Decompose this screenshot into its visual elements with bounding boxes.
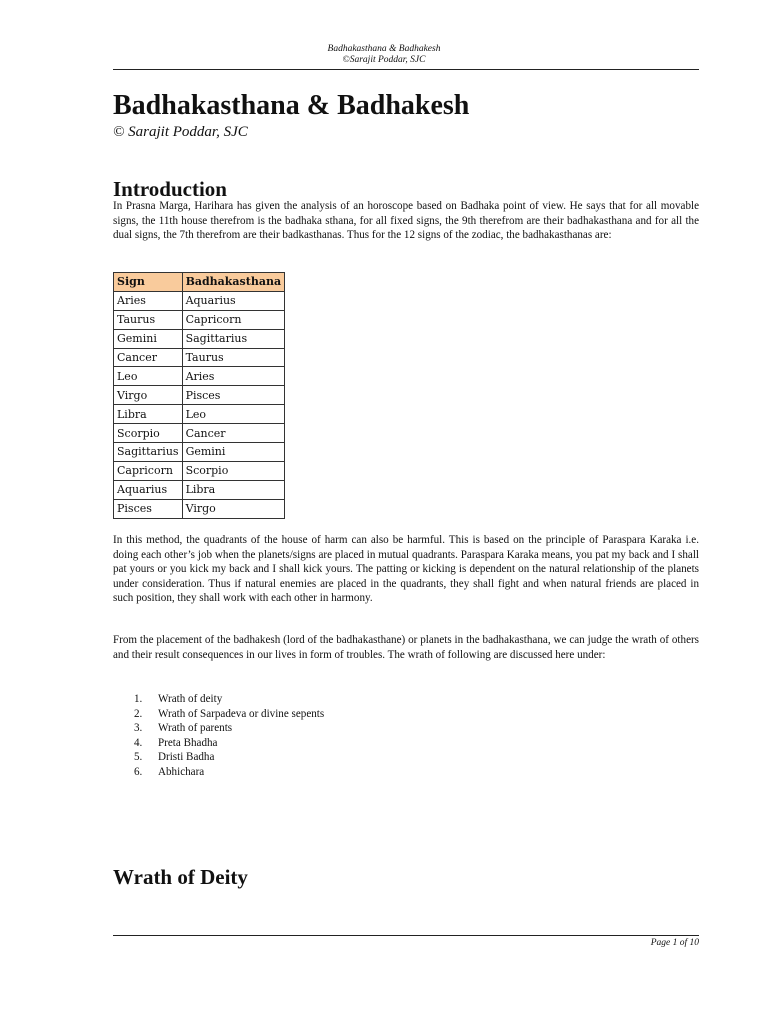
sign-cell: Libra bbox=[114, 405, 183, 424]
sign-cell: Pisces bbox=[114, 499, 183, 518]
badhakasthana-table bbox=[113, 272, 285, 519]
header-copyright: ©Sarajit Poddar, SJC bbox=[342, 55, 426, 65]
badhakasthana-cell: Virgo bbox=[182, 499, 285, 518]
list-number: 6. bbox=[134, 765, 143, 778]
sign-cell: Virgo bbox=[114, 386, 183, 405]
table-row bbox=[114, 424, 285, 443]
sign-cell: Aries bbox=[114, 291, 183, 310]
running-header bbox=[0, 44, 768, 66]
list-number: 3. bbox=[134, 722, 143, 734]
table-row bbox=[114, 480, 285, 499]
table-row bbox=[114, 329, 285, 348]
wrath-list bbox=[113, 692, 324, 779]
badhakasthana-cell: Scorpio bbox=[182, 461, 285, 480]
list-item bbox=[113, 736, 324, 751]
wrath-of-deity-heading: Wrath of Deity bbox=[113, 865, 248, 889]
page-title: Badhakasthana & Badhakesh bbox=[113, 90, 470, 121]
sign-cell: Taurus bbox=[114, 310, 183, 329]
page-number: Page 1 of 10 bbox=[650, 938, 699, 948]
header-rule bbox=[113, 69, 699, 70]
introduction-heading: Introduction bbox=[113, 177, 227, 201]
list-item bbox=[113, 765, 324, 780]
badhakasthana-cell: Capricorn bbox=[182, 310, 285, 329]
list-item bbox=[113, 692, 324, 707]
list-text: Dristi Badha bbox=[158, 751, 215, 763]
list-item bbox=[113, 721, 324, 736]
sign-cell: Gemini bbox=[114, 329, 183, 348]
table-row bbox=[114, 367, 285, 386]
paraspara-paragraph: In this method, the quadrants of the house of harm can also be harmful. This is based on the principle of Paraspara Karaka i.e. doing each other’s job when the planets/signs are placed in mutual quadrants. Paraspara Karaka means, you pat my back and I shall pat yours or you kick my back and I shall kick yours. The patting or kicking is dependent on the natural relationship of the planets under consideration. Thus if natural enemies are placed in the quadrants, they shall fight and when natural friends are placed in such position, they shall work with each other in harmony. bbox=[113, 534, 699, 604]
badhakasthana-cell: Leo bbox=[182, 405, 285, 424]
header-sign: Sign bbox=[114, 273, 183, 292]
list-item bbox=[113, 707, 324, 722]
list-number: 5. bbox=[134, 751, 143, 763]
table-row bbox=[114, 291, 285, 310]
list-text: Wrath of parents bbox=[158, 722, 233, 734]
badhakasthana-cell: Libra bbox=[182, 480, 285, 499]
sign-cell: Aquarius bbox=[114, 480, 183, 499]
badhakasthana-cell: Cancer bbox=[182, 424, 285, 443]
badhakasthana-cell: Aries bbox=[182, 367, 285, 386]
list-text: Abhichara bbox=[158, 765, 205, 778]
list-number: 4. bbox=[134, 736, 143, 749]
sign-cell: Sagittarius bbox=[114, 443, 183, 462]
sign-cell: Cancer bbox=[114, 348, 183, 367]
table-row bbox=[114, 461, 285, 480]
list-number: 2. bbox=[134, 707, 143, 720]
header-badhakasthana: Badhakasthana bbox=[182, 273, 285, 292]
sign-cell: Leo bbox=[114, 367, 183, 386]
table-header-row bbox=[114, 273, 285, 292]
table-row bbox=[114, 499, 285, 518]
badhakasthana-cell: Sagittarius bbox=[182, 329, 285, 348]
table-row bbox=[114, 348, 285, 367]
footer-rule bbox=[113, 935, 699, 936]
table-row bbox=[114, 386, 285, 405]
table-row bbox=[114, 310, 285, 329]
badhakasthana-cell: Gemini bbox=[182, 443, 285, 462]
list-text: Wrath of Sarpadeva or divine sepents bbox=[158, 707, 325, 720]
list-text: Wrath of deity bbox=[158, 693, 223, 705]
list-number: 1. bbox=[134, 693, 143, 705]
badhakasthana-cell: Aquarius bbox=[182, 291, 285, 310]
sign-cell: Capricorn bbox=[114, 461, 183, 480]
table-row bbox=[114, 405, 285, 424]
list-text: Preta Bhadha bbox=[158, 736, 218, 749]
wrath-intro-paragraph: From the placement of the badhakesh (lord of the badhakasthane) or planets in the badhakasthana, we can judge the wrath of others and their result consequences in our lives in form of troubles. The wrath of following are discussed here under: bbox=[113, 634, 699, 661]
sign-cell: Scorpio bbox=[114, 424, 183, 443]
table-body bbox=[114, 291, 285, 518]
list-item bbox=[113, 750, 324, 765]
intro-paragraph: In Prasna Marga, Harihara has given the analysis of an horoscope based on Badhaka point of view. He says that for all movable signs, the 11th house therefrom is the badhaka sthana, for all fixed signs, the 9th therefrom are their badhakasthana and for all the dual signs, the 7th therefrom are their badkasthanas. Thus for the 12 signs of the zodiac, the badhakasthanas are: bbox=[113, 200, 699, 241]
badhakasthana-cell: Pisces bbox=[182, 386, 285, 405]
table-row bbox=[114, 443, 285, 462]
header-title: Badhakasthana & Badhakesh bbox=[327, 44, 441, 54]
badhakasthana-cell: Taurus bbox=[182, 348, 285, 367]
author-line: © Sarajit Poddar, SJC bbox=[113, 124, 248, 140]
